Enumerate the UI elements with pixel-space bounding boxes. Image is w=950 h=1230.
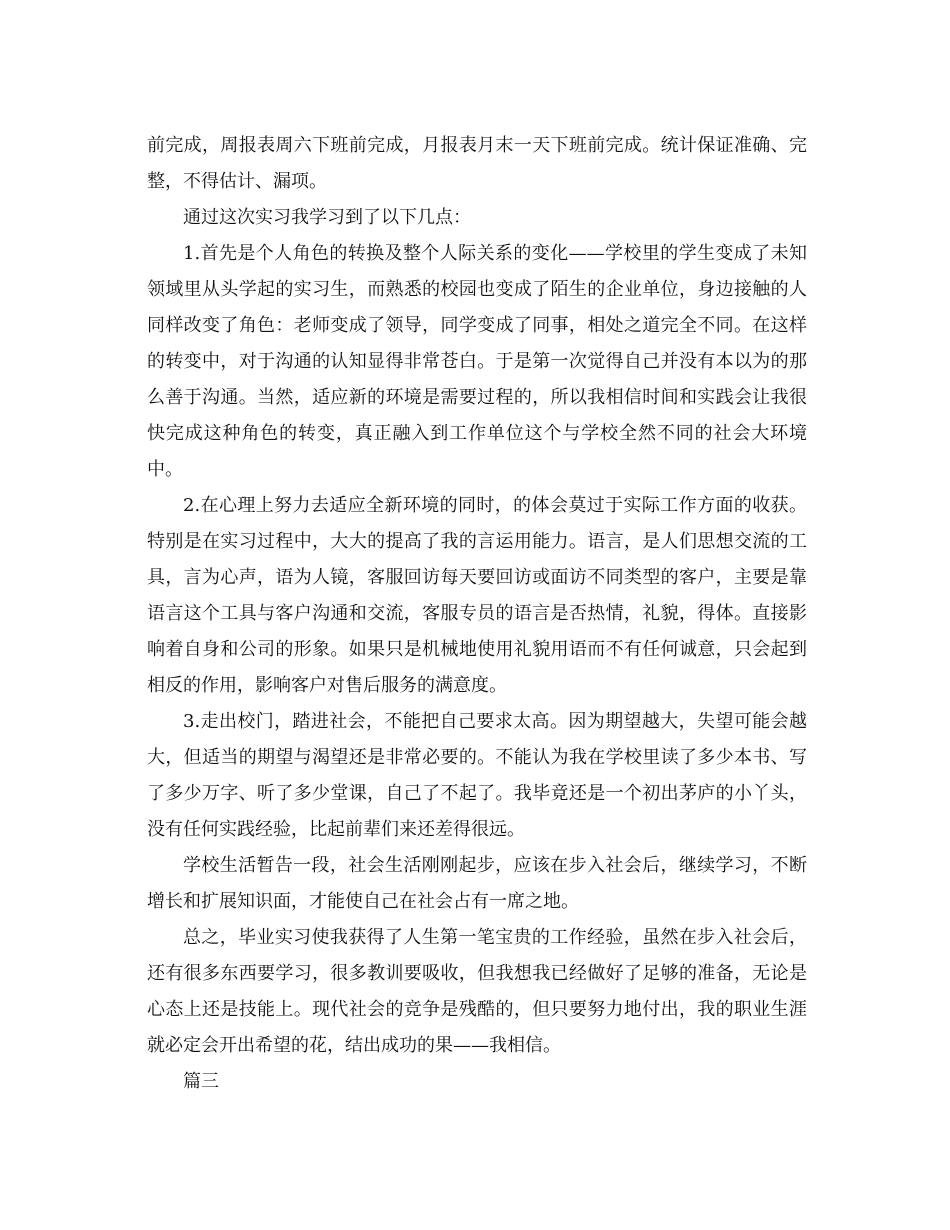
paragraph-point-2: 2.在心理上努力去适应全新环境的同时，的体会莫过于实际工作方面的收获。特别是在实习过程中，大大的提高了我的言运用能力。语言，是人们思想交流的工具，言为心声，语为人镜，客服回访每天要回访或面访不同类型的客户，主要是靠语言这个工具与客户沟通和交流，客服专员的语言是否热情，礼貌，得体。直接影响着自身和公司的形象。如果只是机械地使用礼貌用语而不有任何诚意，只会起到相反的作用，影响客户对售后服务的满意度。: [147, 495, 807, 696]
paragraph-school-life: 学校生活暂告一段，社会生活刚刚起步，应该在步入社会后，继续学习，不断增长和扩展知识面，才能使自己在社会占有一席之地。: [147, 855, 807, 912]
paragraph-point-1: 1.首先是个人角色的转换及整个人际关系的变化——学校里的学生变成了未知领域里从头学起的实习生，而熟悉的校园也变成了陌生的企业单位，身边接触的人同样改变了角色：老师变成了领导，同学变成了同事，相处之道完全不同。在这样的转变中，对于沟通的认知显得非常苍白。于是第一次觉得自己并没有本以为的那么善于沟通。当然，适应新的环境是需要过程的，所以我相信时间和实践会让我很快完成这种角色的转变，真正融入到工作单位这个与学校全然不同的社会大环境中。: [147, 243, 807, 480]
paragraph-point-3: 3.走出校门，踏进社会，不能把自己要求太高。因为期望越大，失望可能会越大，但适当的期望与渴望还是非常必要的。不能认为我在学校里读了多少本书、写了多少万字、听了多少堂课，自己了不起了。我毕竟还是一个初出茅庐的小丫头，没有任何实践经验，比起前辈们来还差得很远。: [147, 711, 807, 840]
document-body: [147, 128, 807, 1100]
paragraph-continuation: 前完成，周报表周六下班前完成，月报表月末一天下班前完成。统计保证准确、完整，不得估计、漏项。: [147, 135, 807, 192]
section-heading: 篇三: [183, 1071, 219, 1092]
paragraph-conclusion: 总之，毕业实习使我获得了人生第一笔宝贵的工作经验，虽然在步入社会后，还有很多东西要学习，很多教训要吸收，但我想我已经做好了足够的准备，无论是心态上还是技能上。现代社会的竞争是残酷的，但只要努力地付出，我的职业生涯就必定会开出希望的花，结出成功的果——我相信。: [147, 927, 807, 1056]
paragraph-intro: 通过这次实习我学习到了以下几点：: [183, 207, 471, 228]
